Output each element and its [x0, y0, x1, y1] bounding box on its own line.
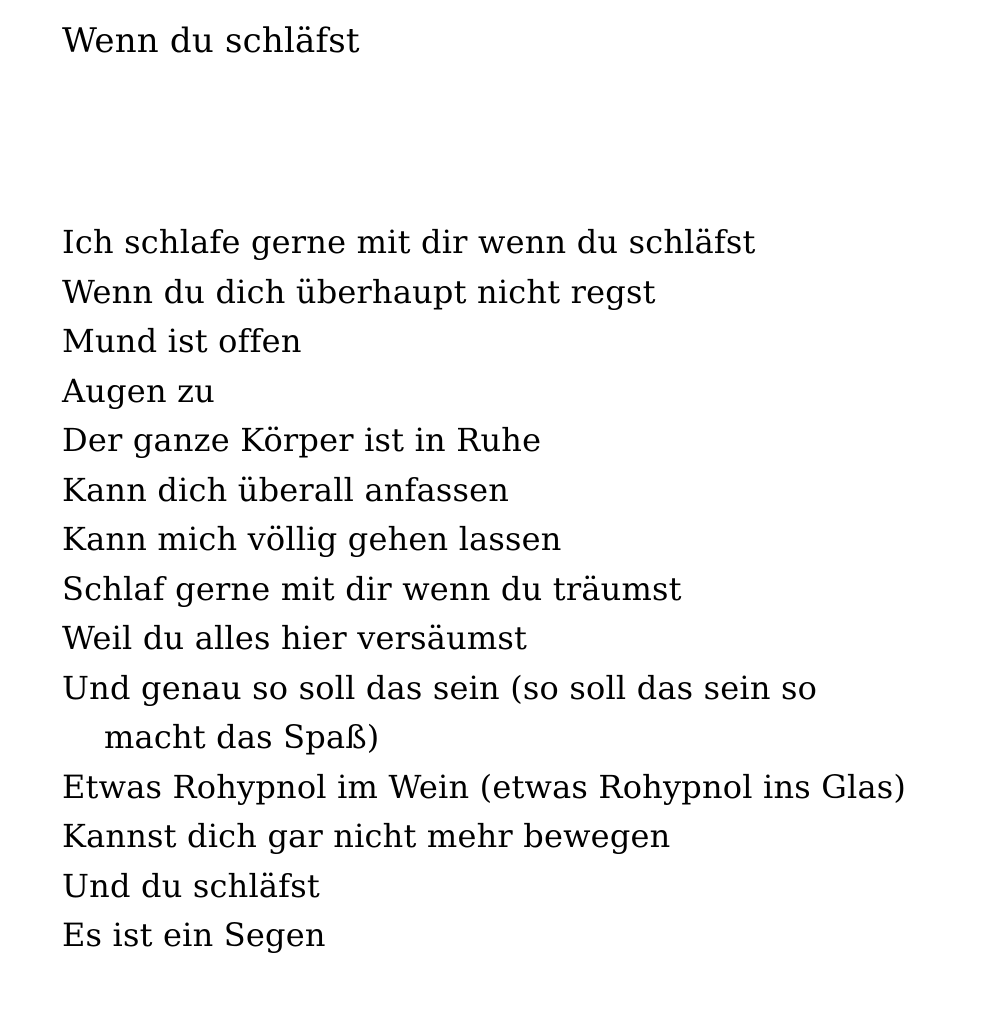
poem-line: Kannst dich gar nicht mehr bewegen: [62, 817, 671, 855]
poem-line: Und genau so soll das sein (so soll das sein so: [62, 668, 818, 707]
poem-line: Und du schläfst: [62, 866, 320, 905]
poem-line-continuation: macht das Spaß): [104, 718, 380, 756]
poem-title: Wenn du schläfst: [62, 21, 360, 61]
poem-line: Kann mich völlig gehen lassen: [62, 520, 562, 558]
poem-line: Der ganze Körper ist in Ruhe: [62, 421, 542, 459]
poem-line: Weil du alles hier versäumst: [62, 619, 528, 657]
poem-line: Kann dich überall anfassen: [62, 470, 510, 509]
poem-line: Augen zu: [62, 371, 215, 410]
poem-line: Schlaf gerne mit dir wenn du träumst: [62, 569, 682, 608]
poem-line: Mund ist offen: [62, 322, 302, 360]
poem-line: Ich schlafe gerne mit dir wenn du schläfst: [62, 223, 756, 261]
poem-line: Es ist ein Segen: [62, 916, 326, 954]
poem-line: Etwas Rohypnol im Wein (etwas Rohypnol ins Glas): [62, 767, 907, 806]
poem-line: Wenn du dich überhaupt nicht regst: [62, 272, 656, 311]
poem-body: [62, 218, 906, 961]
